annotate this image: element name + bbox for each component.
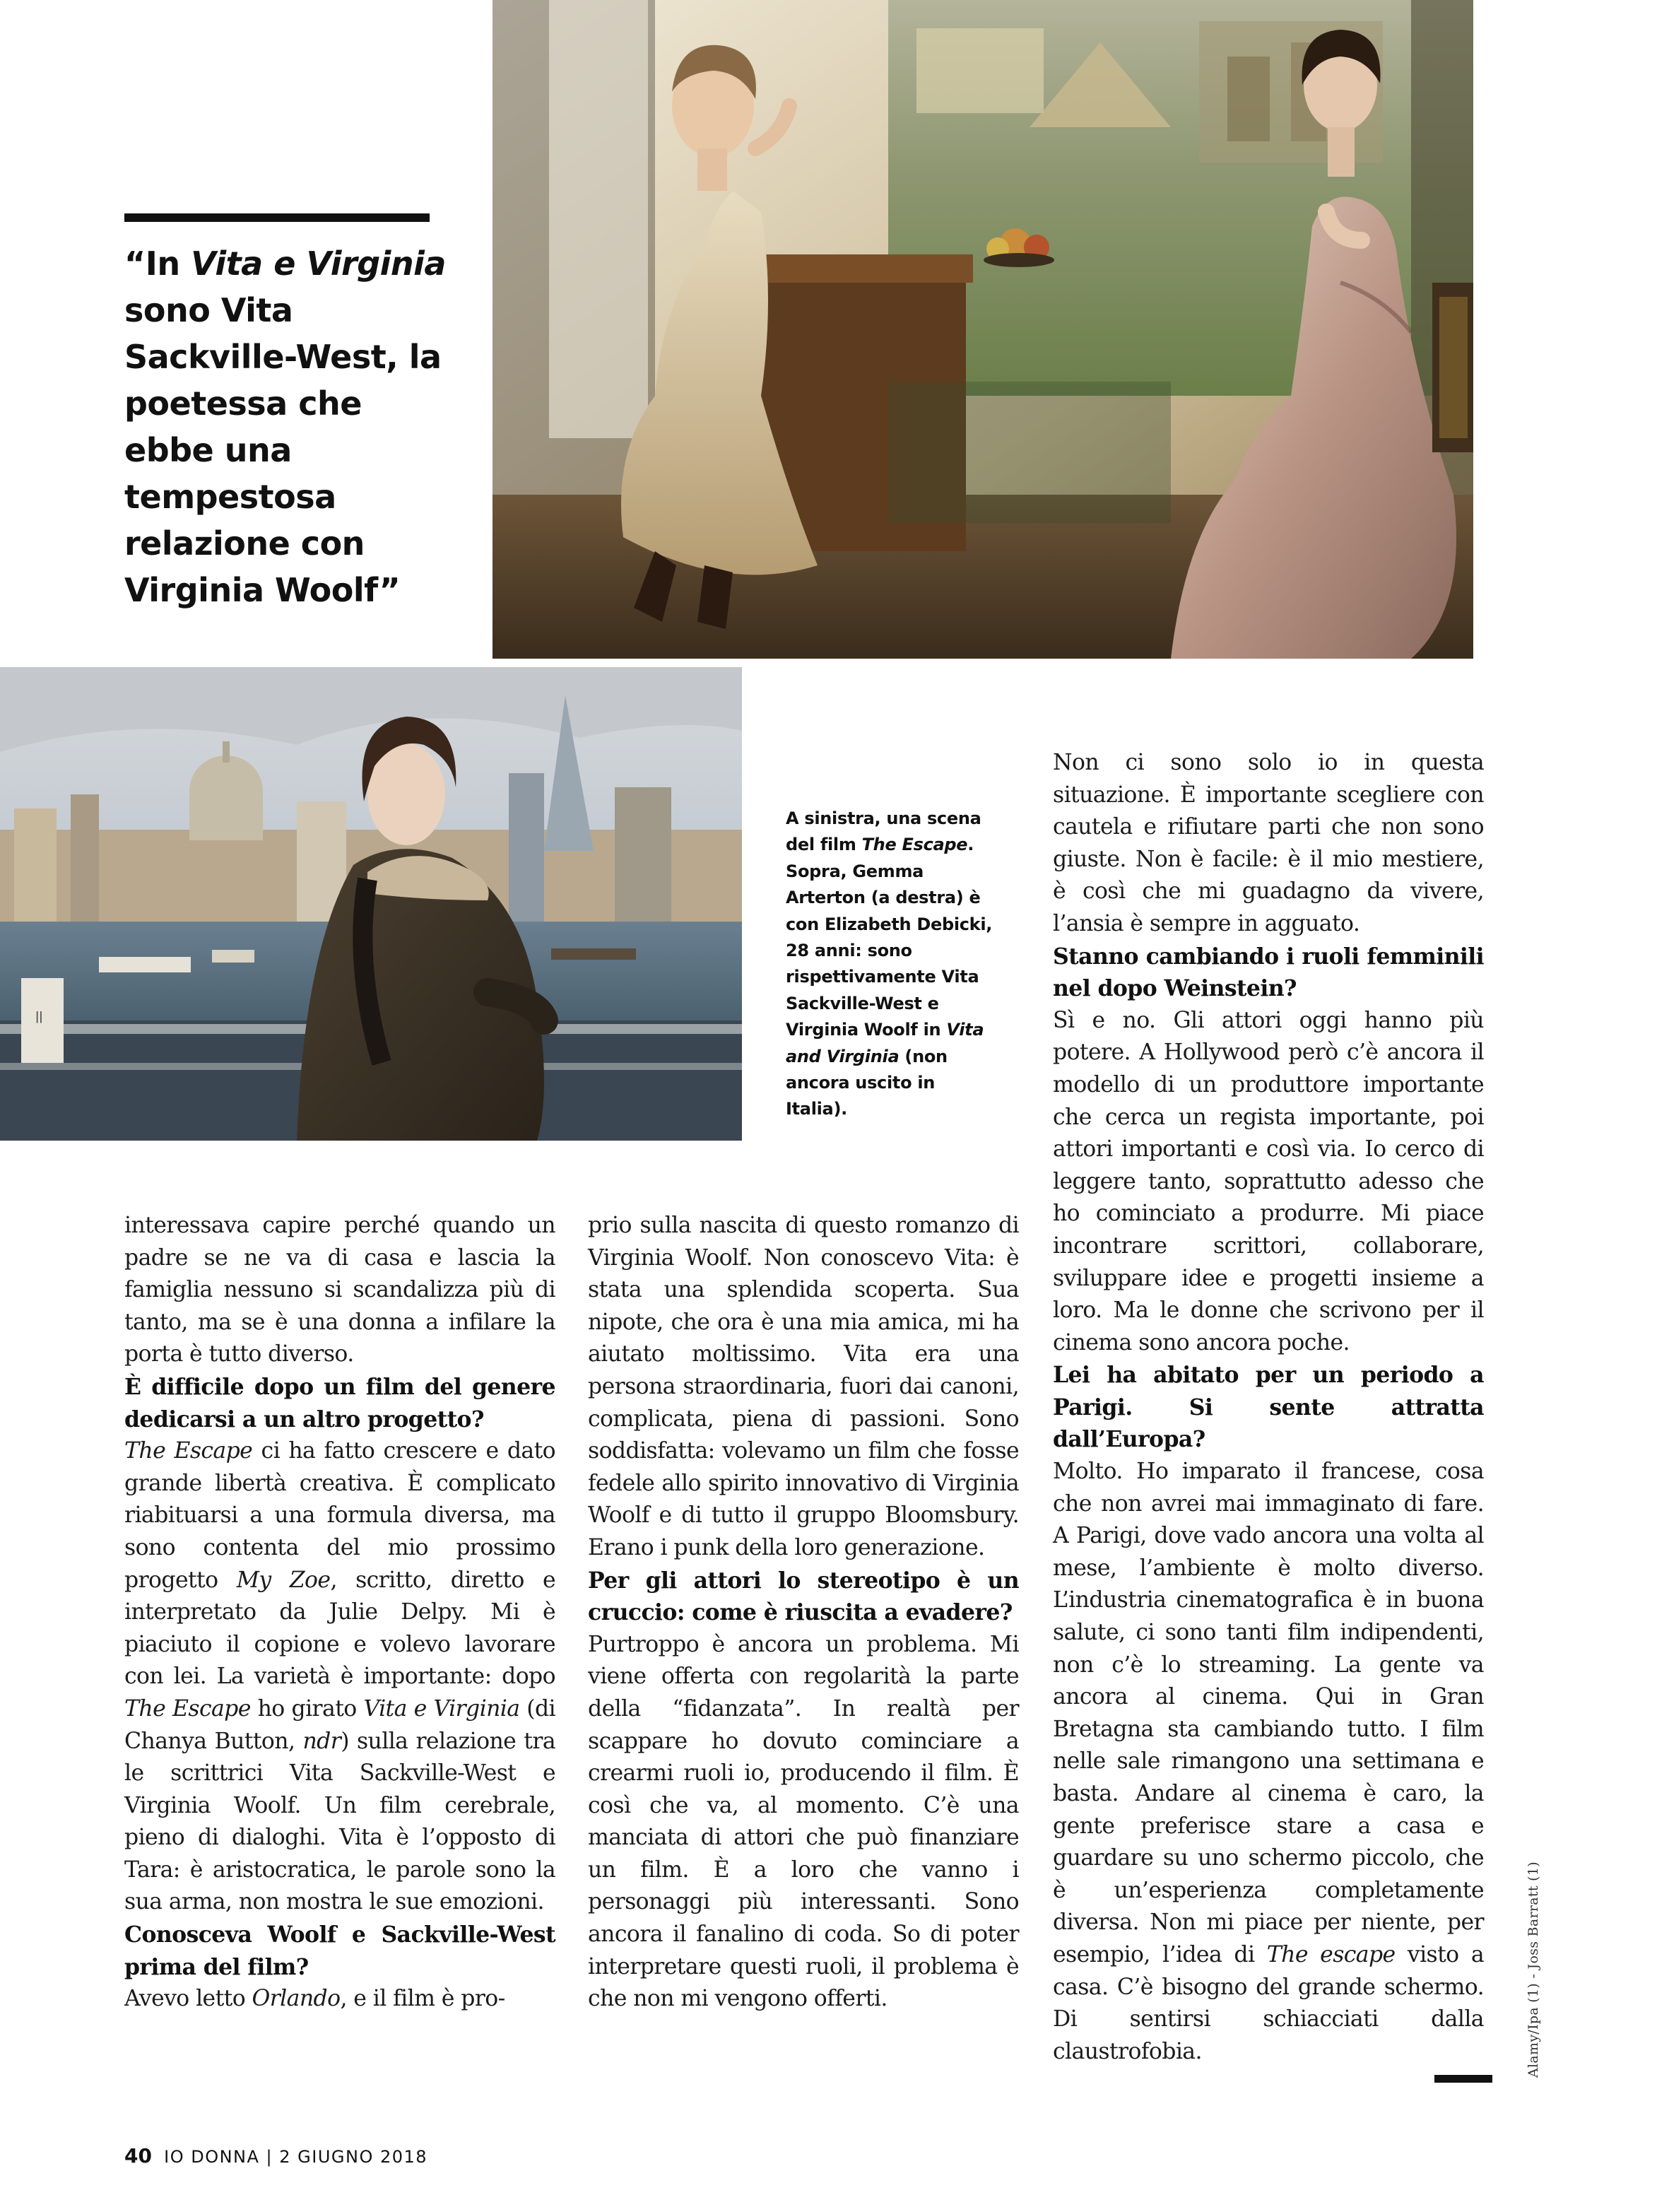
interview-answer: Sì e no. Gli attori oggi hanno più potere. A Hollywood però c’è ancora il modello di un produttore importante che cerca un regista importante, poi attori importanti e così via. Io cerco di leggere tanto, soprattutto adesso che ho cominciato a produrre. Mi piace incontrare scrittori, collaborare, sviluppare idee e progetti insieme a loro. Ma le donne che scrivono per il cinema sono ancora poche.	[1053, 1007, 1484, 1355]
answer-text: ci ha fatto crescere e dato grande libertà creativa. È complicato riabituarsi a una formula diversa, ma sono contenta del mio prossimo progetto	[124, 1438, 556, 1593]
article-end-mark	[1434, 2075, 1492, 2083]
interview-answer	[1053, 1456, 1484, 2068]
pull-quote-open: “In	[124, 245, 191, 283]
interview-answer	[124, 1435, 555, 1919]
svg-text:ǀǀ: ǀǀ	[35, 1009, 43, 1024]
article-column-3	[1053, 747, 1484, 2068]
interview-answer: Purtroppo è ancora un problema. Mi viene offerta con regolarità la parte della “fidanzata”. In realtà per scappare ho dovuto cominciare a crearmi ruoli io, producendo il film. È così che va, al momento. C’è una manciata di attori che può finanziare un film. È a loro che vanno i personaggi più interessanti. Sono ancora il fanalino di coda. So di poter interpretare questi ruoli, il problema è che non mi vengono offerti.	[588, 1631, 1019, 2012]
magazine-name: IO DONNA	[164, 2147, 260, 2167]
page-footer	[124, 2144, 427, 2167]
photo-credit: Alamy/Ipa (1) - Joss Barratt (1)	[1526, 1861, 1541, 2078]
london-scene-illustration	[0, 667, 742, 1141]
body-paragraph: prio sulla nascita di questo romanzo di Virginia Woolf. Non conoscevo Vita: è stata una splendida scoperta. Sua nipote, che ora è una mia amica, mi ha aiutato moltissimo. Vita era una persona straordinaria, fuori dai canoni, complicata, piena di passioni. Sono soddisfatta: volevamo un film che fosse fedele allo spirito innovativo di Virginia Woolf e di tutto il gruppo Bloomsbury. Erano i punk della loro generazione.	[588, 1213, 1019, 1560]
film-title: The Escape	[124, 1695, 251, 1722]
article-column-2	[588, 1210, 1019, 2016]
interview-question: È difficile dopo un film del genere dedicarsi a un altro progetto?	[124, 1373, 555, 1432]
photo-caption	[786, 806, 998, 1123]
body-paragraph: Non ci sono solo io in questa situazione. È importante scegliere con cautela e rifiutare parti che non sono giuste. Non è facile: è il mio mestiere, è così che mi guadagno da vivere, l’ansia è sempre in agguato.	[1053, 750, 1484, 936]
interview-question: Per gli attori lo stereotipo è un cruccio: come è riuscita a evadere?	[588, 1567, 1019, 1626]
film-title: The Escape	[124, 1438, 253, 1464]
caption-film-title: Vita and Virginia	[786, 1020, 984, 1066]
film-title: The escape	[1266, 1941, 1396, 1967]
answer-text: visto a casa. C’è bisogno del grande schermo. Di sentirsi schiacciati dalla claustrofobia.	[1053, 1941, 1484, 2064]
page-number: 40	[124, 2144, 152, 2167]
body-paragraph: interessava capire perché quando un padre se ne va di casa e lascia la famiglia nessuno si scandalizza più di tanto, ma se è una donna a infilare la porta è tutto diverso.	[124, 1213, 555, 1367]
answer-text: Avevo letto	[124, 1986, 252, 2012]
film-scene-photo	[493, 0, 1473, 659]
answer-text: ho girato	[250, 1695, 364, 1722]
book-title: Orlando	[252, 1986, 341, 2012]
london-thames-photo	[0, 667, 742, 1141]
footer-separator: |	[266, 2147, 273, 2167]
answer-text: ) sulla relazione tra le scrittrici Vita Sackville-West e Virginia Woolf. Un film cerebrale, pieno di dialoghi. Vita è l’opposto di Tara: è aristocratica, le parole sono la sua arma, non mostra le sue emozioni.	[124, 1728, 555, 1915]
answer-text: Molto. Ho imparato il francese, cosa che non avrei mai immaginato di fare. A Parigi, dove vado ancora una volta al mese, l’ambiente è molto diverso. L’industria cinematografica è in buona salute, ci sono tanti film indipendenti, non c’è lo streaming. La gente va ancora al cinema. Qui in Gran Bretagna sta cambiando tutto. I film nelle sale rimangono una settimana e basta. Andare al cinema è caro, la gente preferisce stare a casa e guardare su uno schermo piccolo, che è un’esperienza completamente diversa. Non mi piace per niente, per esempio, l’idea di	[1053, 1459, 1484, 1967]
pull-quote-film-title: Vita e Virginia	[191, 245, 446, 283]
pull-quote	[124, 240, 456, 613]
caption-text: (non ancora uscito in Italia).	[786, 1046, 948, 1119]
article-column-1	[124, 1210, 555, 2016]
answer-text: , e il film è pro-	[340, 1986, 505, 2012]
caption-text: A sinistra, una scena del film	[786, 808, 981, 855]
caption-text: . Sopra, Gemma Arterton (a destra) è con Elizabeth Debicki, 28 anni: sono rispettivamente Vita Sackville-West e Virginia Woolf in	[786, 835, 993, 1040]
interview-question: Conosceva Woolf e Sackville-West prima del film?	[124, 1922, 555, 1980]
film-scene-illustration	[493, 0, 1473, 659]
editor-note: ndr	[302, 1728, 341, 1754]
pull-quote-rule	[124, 213, 430, 222]
film-title: Vita e Virginia	[363, 1695, 520, 1722]
interview-answer	[124, 1983, 555, 2016]
film-title: My Zoe	[236, 1567, 331, 1593]
issue-date: 2 GIUGNO 2018	[279, 2147, 428, 2167]
answer-text: (di Chanya Button,	[124, 1695, 555, 1754]
interview-question: Stanno cambiando i ruoli femminili nel dopo Weinstein?	[1053, 943, 1484, 1002]
interview-question: Lei ha abitato per un periodo a Parigi. Si sente attratta dall’Europa?	[1053, 1362, 1484, 1453]
answer-text: , scritto, diretto e interpretato da Julie Delpy. Mi è piaciuto il copione e volevo lavorare con lei. La varietà è importante: dopo	[124, 1567, 555, 1690]
pull-quote-text: sono Vita Sackville-West, la poetessa che ebbe una tempestosa relazione con Virginia Woolf”	[124, 291, 442, 609]
caption-film-title: The Escape	[861, 835, 968, 855]
